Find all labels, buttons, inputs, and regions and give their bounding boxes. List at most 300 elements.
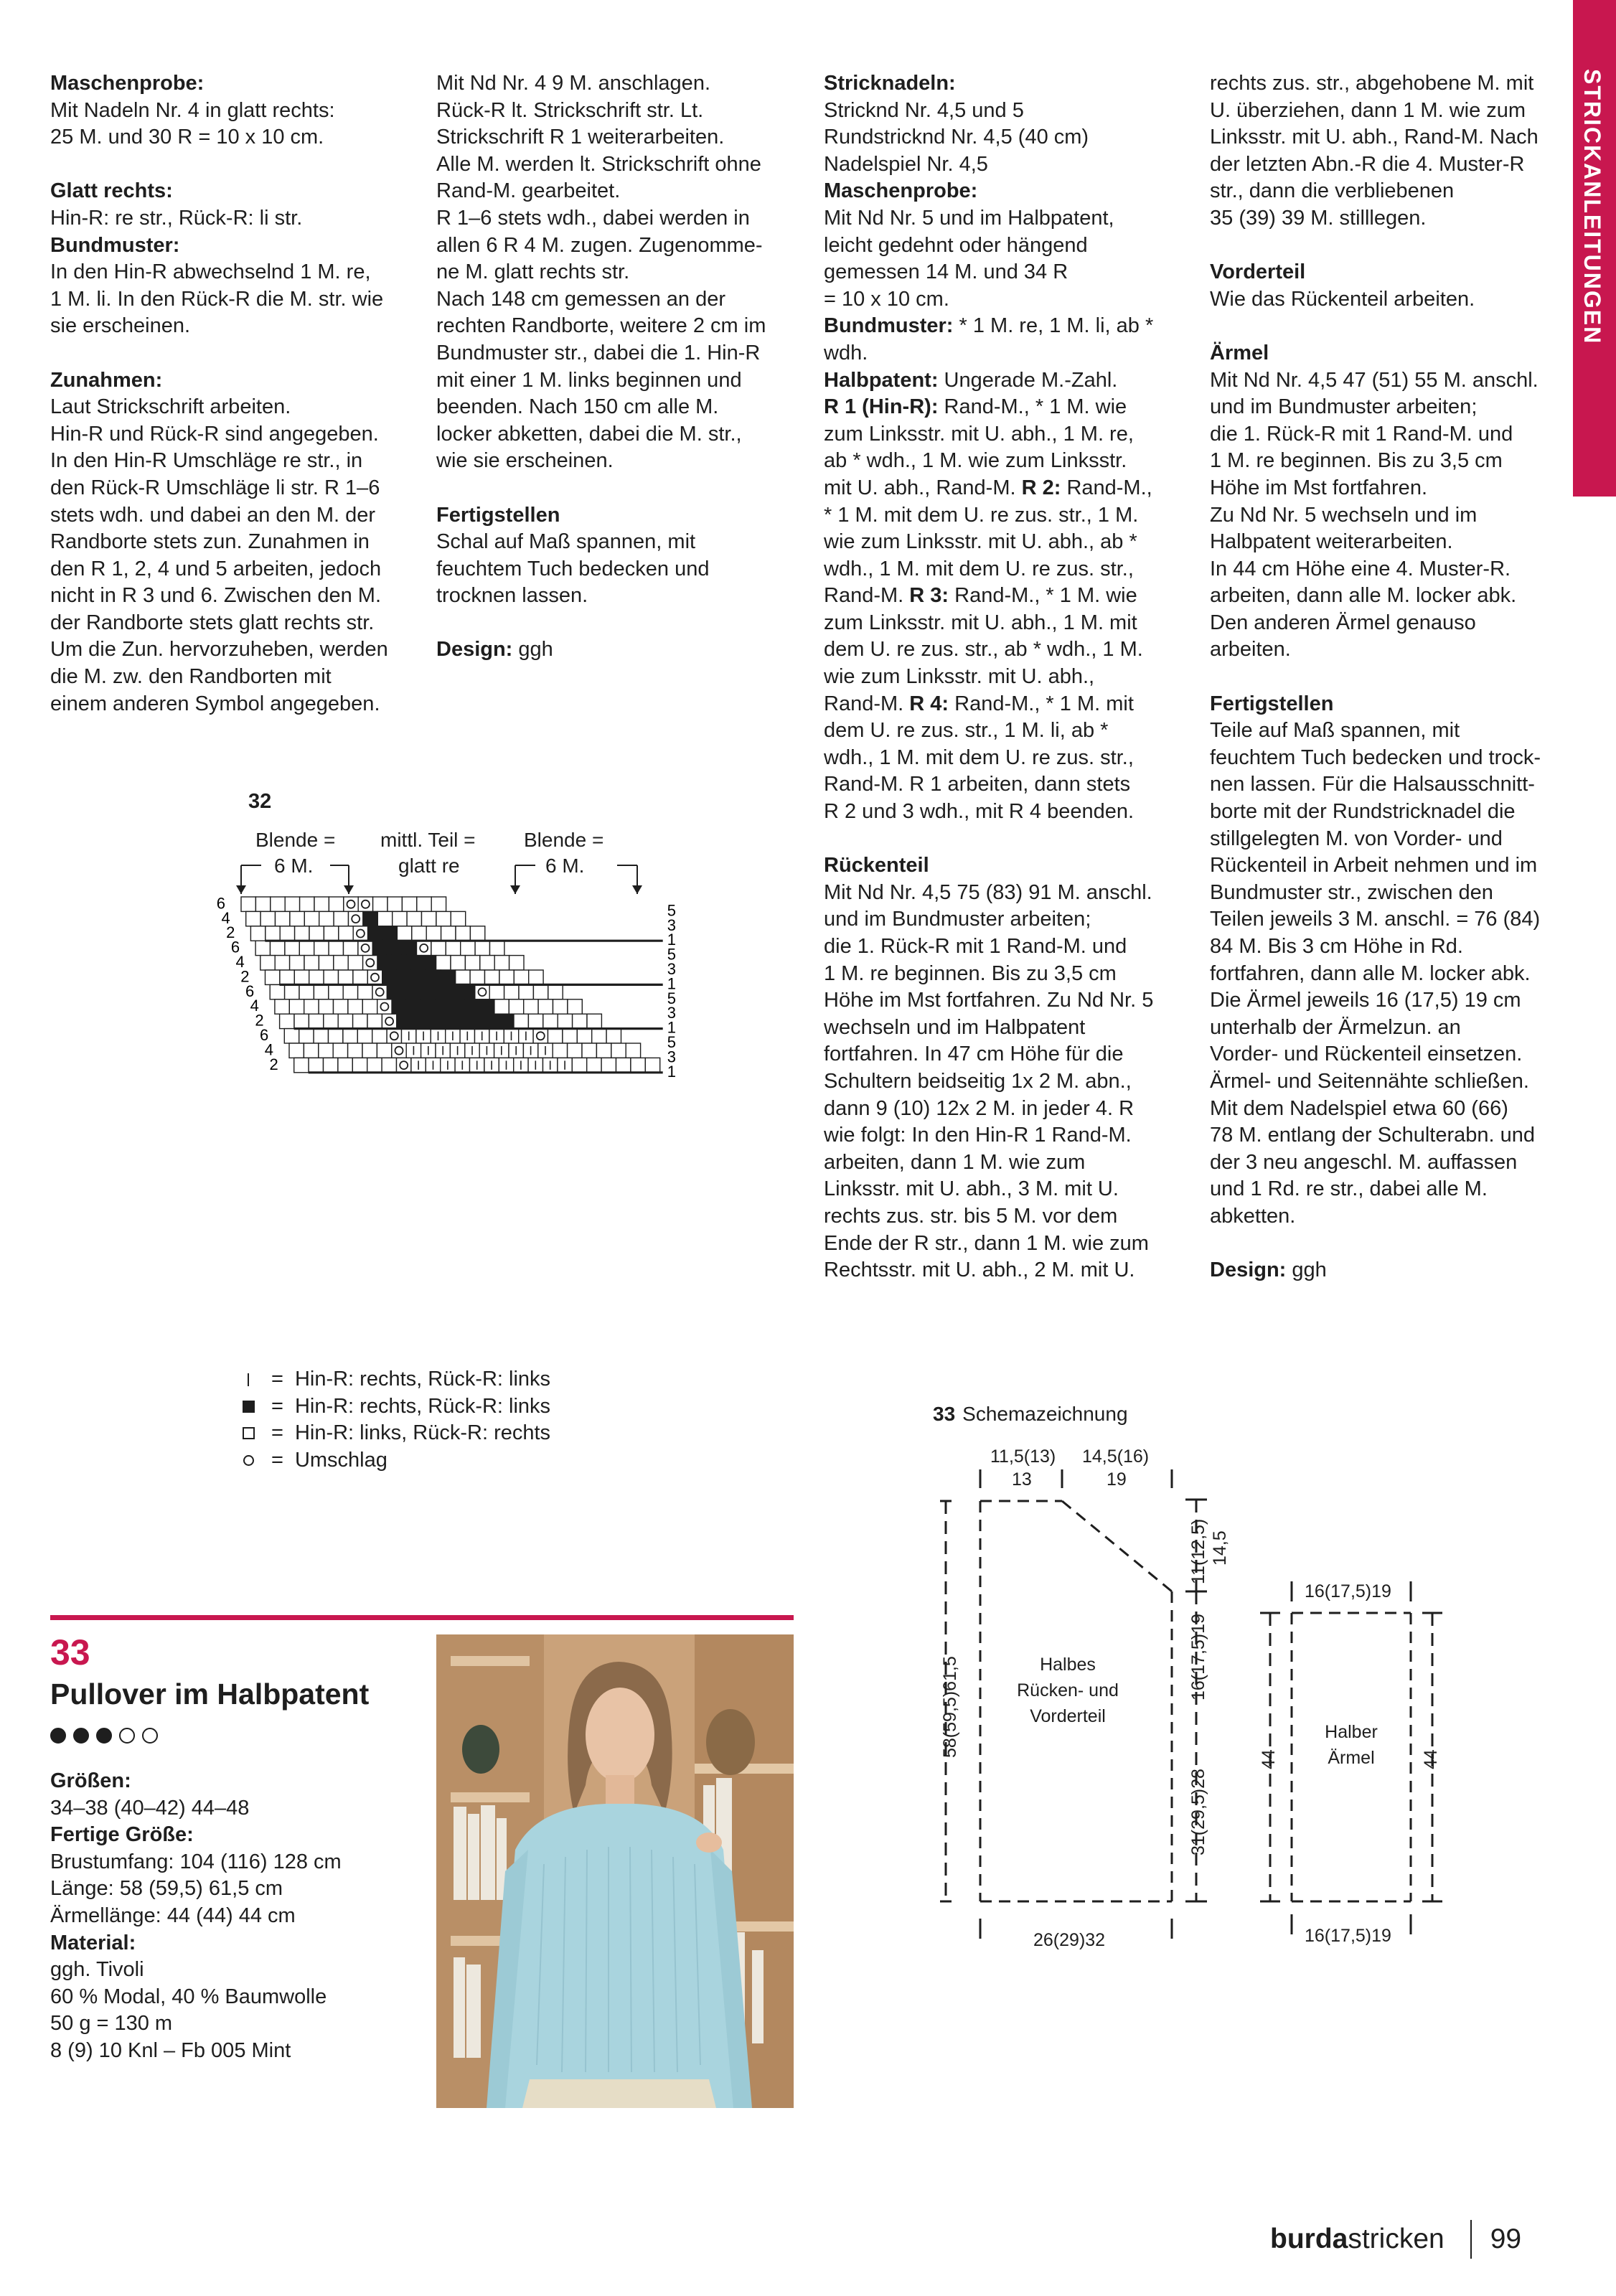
chart-cell-empty bbox=[276, 911, 290, 926]
text-line bbox=[1210, 1015, 1576, 1042]
schema-top-left-1: 11,5(13) bbox=[990, 1446, 1056, 1467]
regular-text: wdh., 1 M. mit dem U. re zus. str., bbox=[824, 745, 1134, 769]
chart-cell-empty bbox=[343, 1029, 357, 1043]
chart-cell-circle bbox=[533, 1029, 548, 1043]
text-line bbox=[824, 421, 1190, 448]
schema-sleeve-left: 44 bbox=[1259, 1749, 1279, 1769]
chart-cell-empty bbox=[499, 970, 514, 984]
regular-text: Nadelspiel Nr. 4,5 bbox=[824, 152, 988, 176]
regular-text: Höhe im Mst fortfahren. Zu Nd Nr. 5 bbox=[824, 989, 1154, 1012]
chart-cell-empty bbox=[334, 911, 348, 926]
chart-row-left: 6 bbox=[260, 1026, 269, 1044]
text-line bbox=[1210, 178, 1576, 205]
regular-text: 78 M. entlang der Schulterabn. und bbox=[1210, 1124, 1536, 1147]
chart-cell-circle bbox=[344, 897, 358, 911]
legend-text: Hin-R: rechts, Rück-R: links bbox=[294, 1394, 551, 1418]
regular-text: den Rück-R Umschläge li str. R 1–6 bbox=[50, 476, 380, 499]
info-line bbox=[50, 1768, 423, 1795]
chart-cell-empty bbox=[284, 1029, 299, 1043]
regular-text: dann 9 (10) 12x 2 M. in jeder 4. R bbox=[824, 1096, 1135, 1120]
schema-title-text: Schemazeichnung bbox=[962, 1403, 1128, 1425]
chart-cell-empty bbox=[309, 1058, 323, 1072]
regular-text: str., dann die verbliebenen bbox=[1210, 179, 1455, 203]
regular-text: den R 1, 2, 4 und 5 arbeiten, jedoch bbox=[50, 557, 382, 580]
chart-cell-empty bbox=[465, 956, 479, 970]
regular-text: feuchtem Tuch bedecken und trock- bbox=[1210, 745, 1541, 769]
chart-cell-filled bbox=[397, 970, 411, 984]
info-value: Ärmellänge: 44 (44) 44 cm bbox=[50, 1904, 296, 1927]
text-line bbox=[824, 745, 1190, 772]
text-line bbox=[50, 556, 409, 583]
text-line bbox=[50, 313, 409, 340]
text-line bbox=[824, 852, 1190, 880]
difficulty-dot-empty bbox=[119, 1728, 135, 1744]
text-line bbox=[50, 610, 409, 637]
text-line bbox=[824, 1041, 1190, 1068]
chart-cell-empty bbox=[309, 970, 324, 984]
text-line bbox=[436, 448, 795, 475]
text-line bbox=[824, 880, 1190, 907]
chart-cell-empty bbox=[573, 1014, 587, 1028]
text-line bbox=[1210, 421, 1576, 448]
text-line bbox=[436, 151, 795, 179]
paragraph-gap bbox=[50, 151, 409, 179]
text-line bbox=[50, 286, 409, 314]
regular-text: Zu Nd Nr. 5 wechseln und im bbox=[1210, 503, 1478, 527]
schema-sleeve-bottom: 16(17,5)19 bbox=[1305, 1926, 1391, 1946]
paragraph-gap bbox=[824, 826, 1190, 853]
chart-cell-empty bbox=[285, 984, 299, 999]
text-line bbox=[1210, 636, 1576, 664]
chart-cell-empty bbox=[543, 1014, 558, 1028]
chart-cell-circle bbox=[377, 999, 392, 1014]
chart-cell-empty bbox=[412, 926, 426, 941]
bold-text: Bundmuster: bbox=[824, 314, 954, 338]
regular-text: locker abketten, dabei die M. str., bbox=[436, 422, 742, 446]
regular-text: stillgelegten M. von Vorder- und bbox=[1210, 827, 1503, 850]
text-line bbox=[824, 394, 1190, 421]
difficulty-dot-empty bbox=[142, 1728, 158, 1744]
bold-text: Rückenteil bbox=[824, 854, 929, 878]
schema-shoulder-height-1: 11(12,5) bbox=[1188, 1518, 1208, 1584]
chart-cell-empty bbox=[352, 1058, 367, 1072]
regular-text: Halbpatent weiterarbeiten. bbox=[1210, 530, 1453, 554]
chart-row-left: 6 bbox=[245, 982, 255, 1000]
chart-cell-empty bbox=[266, 926, 280, 941]
section-tab-label: STRICKANLEITUNGEN bbox=[1579, 69, 1605, 345]
chart-cell-circle bbox=[475, 984, 489, 999]
paragraph-gap bbox=[1210, 232, 1576, 260]
chart-row-right: 5 bbox=[667, 989, 676, 1007]
paragraph-gap bbox=[436, 610, 795, 637]
regular-text: zum Linksstr. mit U. abh., 1 M. mit bbox=[824, 611, 1137, 634]
info-line bbox=[50, 1876, 423, 1903]
chart-cell-empty bbox=[514, 970, 528, 984]
chart-cell-empty bbox=[431, 941, 446, 955]
chart-cell-empty bbox=[260, 956, 275, 970]
chart-row-left: 4 bbox=[250, 997, 259, 1015]
text-line bbox=[1210, 124, 1576, 151]
chart-cell-filled bbox=[377, 956, 392, 970]
chart-row-right: 3 bbox=[667, 1004, 676, 1022]
info-line bbox=[50, 1984, 423, 2011]
text-line bbox=[1210, 205, 1576, 232]
chart-cell-empty bbox=[626, 1043, 640, 1058]
chart-row-left: 4 bbox=[235, 953, 245, 971]
chart-cell-empty bbox=[348, 999, 362, 1014]
chart-row-right: 5 bbox=[667, 901, 676, 920]
info-value: 8 (9) 10 Knl – Fb 005 Mint bbox=[50, 2038, 291, 2062]
chart-cell-empty bbox=[294, 1058, 309, 1072]
bold-text: Maschenprobe: bbox=[824, 179, 978, 203]
paragraph-gap bbox=[1210, 664, 1576, 691]
regular-text: Rand-M. gearbeitet. bbox=[436, 179, 621, 203]
chart-cell-circle bbox=[349, 911, 363, 926]
chart-cell-empty bbox=[295, 926, 309, 941]
legend-equals: = bbox=[271, 1394, 283, 1418]
chart-cell-circle bbox=[363, 956, 377, 970]
regular-text: die M. zw. den Randborten mit bbox=[50, 665, 332, 689]
regular-text: Ungerade M.-Zahl. bbox=[938, 368, 1118, 392]
chart-cell-empty bbox=[372, 1029, 387, 1043]
regular-text: Strickschrift R 1 weiterarbeiten. bbox=[436, 126, 725, 149]
chart-cell-empty bbox=[271, 897, 285, 911]
text-line bbox=[1210, 799, 1576, 826]
chart-cell-filled bbox=[426, 1014, 441, 1028]
text-line bbox=[50, 502, 409, 530]
regular-text: der letzten Abn.-R die 4. Muster-R bbox=[1210, 152, 1525, 176]
chart-cell-empty bbox=[533, 984, 548, 999]
chart-label-mid-2: glatt re bbox=[398, 855, 460, 877]
regular-text: Laut Strickschrift arbeiten. bbox=[50, 395, 291, 419]
chart-cell-filled bbox=[499, 1014, 514, 1028]
text-line bbox=[50, 178, 409, 205]
chart-cell-filled bbox=[416, 984, 431, 999]
text-line bbox=[1210, 880, 1576, 907]
chart-cell-filled bbox=[421, 999, 436, 1014]
text-line bbox=[824, 98, 1190, 125]
regular-text: Höhe im Mst fortfahren. bbox=[1210, 476, 1427, 499]
chart-cell-empty bbox=[304, 1043, 318, 1058]
text-line bbox=[1210, 367, 1576, 395]
chart-row-right: 3 bbox=[667, 916, 676, 934]
text-line bbox=[1210, 475, 1576, 502]
chart-cell-empty bbox=[329, 897, 343, 911]
chart-cell-empty bbox=[280, 970, 294, 984]
regular-text: Mit Nd Nr. 4,5 47 (51) 55 M. anschl. bbox=[1210, 368, 1539, 392]
schema-number: 33 bbox=[933, 1403, 956, 1425]
regular-text: einem anderen Symbol angegeben. bbox=[50, 692, 380, 715]
chart-cell-empty bbox=[402, 897, 416, 911]
chart-cell-empty bbox=[587, 1014, 601, 1028]
info-value: 50 g = 130 m bbox=[50, 2012, 173, 2036]
chart-row-left: 6 bbox=[216, 894, 225, 913]
chart-cell-empty bbox=[290, 911, 304, 926]
chart-arrow-head bbox=[344, 885, 354, 894]
chart-cell-empty bbox=[446, 941, 460, 955]
regular-text: Rand-M. bbox=[824, 692, 910, 715]
chart-legend bbox=[241, 1366, 550, 1474]
chart-cell-empty bbox=[377, 1043, 391, 1058]
text-line bbox=[824, 987, 1190, 1015]
text-line bbox=[824, 610, 1190, 637]
chart-cell-empty bbox=[475, 941, 489, 955]
regular-text: sie erscheinen. bbox=[50, 314, 191, 338]
info-line bbox=[50, 1957, 423, 1984]
regular-text: 1 M. li. In den Rück-R die M. str. wie bbox=[50, 287, 384, 311]
regular-text: Ärmel- und Seitennähte schließen. bbox=[1210, 1069, 1529, 1093]
regular-text: 25 M. und 30 R = 10 x 10 cm. bbox=[50, 126, 324, 149]
bold-text: Ärmel bbox=[1210, 341, 1269, 364]
chart-cell-empty bbox=[324, 926, 338, 941]
chart-cell-empty bbox=[587, 1058, 601, 1072]
text-line bbox=[824, 475, 1190, 502]
schema-total-height: 58(59,5)61,5 bbox=[940, 1656, 960, 1758]
chart-cell-circle bbox=[397, 1058, 411, 1072]
text-line bbox=[824, 771, 1190, 799]
chart-cell-empty bbox=[538, 999, 553, 1014]
text-line bbox=[436, 232, 795, 260]
regular-text: Ende der R str., dann 1 M. wie zum bbox=[824, 1231, 1149, 1255]
legend-item bbox=[241, 1447, 550, 1474]
regular-text: Teile auf Maß spannen, mit bbox=[1210, 719, 1460, 743]
regular-text: fortfahren. In 47 cm Höhe für die bbox=[824, 1043, 1124, 1066]
regular-text: stets wdh. und dabei an den M. der bbox=[50, 503, 376, 527]
chart-cell-empty bbox=[319, 956, 333, 970]
text-column-1 bbox=[50, 70, 409, 718]
chart-cell-empty bbox=[387, 897, 402, 911]
chart-cell-circle bbox=[382, 1014, 396, 1028]
chart-cell-empty bbox=[314, 1029, 328, 1043]
chart-cell-empty bbox=[489, 984, 504, 999]
chart-cell-empty bbox=[285, 941, 299, 955]
chart-cell-empty bbox=[255, 941, 270, 955]
bold-text: Maschenprobe: bbox=[50, 72, 205, 95]
chart-row-right: 3 bbox=[667, 960, 676, 978]
chart-cell-empty bbox=[339, 926, 353, 941]
chart-cell-empty bbox=[568, 1043, 582, 1058]
regular-text: Den anderen Ärmel genauso bbox=[1210, 611, 1476, 634]
chart-label-right-1: Blende = bbox=[524, 829, 604, 851]
text-line bbox=[824, 259, 1190, 286]
text-line bbox=[824, 636, 1190, 664]
text-line bbox=[824, 313, 1190, 340]
info-line bbox=[50, 1822, 423, 1849]
regular-text: feuchtem Tuch bedecken und bbox=[436, 557, 710, 580]
chart-cell-empty bbox=[577, 1029, 591, 1043]
bold-text: R 3: bbox=[909, 584, 949, 608]
chart-cell-empty bbox=[367, 1058, 382, 1072]
chart-cell-empty bbox=[338, 1014, 352, 1028]
chart-cell-filled bbox=[441, 1014, 455, 1028]
brand-regular: stricken bbox=[1348, 2224, 1444, 2254]
regular-text: ab * wdh., 1 M. wie zum Linksstr. bbox=[824, 449, 1127, 473]
chart-cell-empty bbox=[333, 1043, 347, 1058]
project-info bbox=[50, 1768, 423, 2065]
chart-cell-empty bbox=[294, 970, 309, 984]
chart-cell-empty bbox=[456, 970, 470, 984]
bold-text: Glatt rechts: bbox=[50, 179, 173, 203]
regular-text: Alle M. werden lt. Strickschrift ohne bbox=[436, 152, 761, 176]
chart-cell-empty bbox=[568, 999, 582, 1014]
chart-cell-empty bbox=[339, 970, 353, 984]
schema-shoulder-height-2: 14,5 bbox=[1210, 1530, 1230, 1566]
text-line bbox=[824, 340, 1190, 367]
text-line bbox=[824, 933, 1190, 961]
regular-text: wdh., 1 M. mit dem U. re zus. str., bbox=[824, 557, 1134, 580]
chart-cell-empty bbox=[289, 999, 304, 1014]
chart-cell-filled bbox=[436, 999, 450, 1014]
section-divider bbox=[50, 1615, 794, 1620]
regular-text: wdh. bbox=[824, 341, 868, 364]
regular-text: Um die Zun. hervorzuheben, werden bbox=[50, 638, 388, 662]
chart-cell-filled bbox=[484, 1014, 499, 1028]
chart-cell-empty bbox=[470, 926, 484, 941]
regular-text: Nach 148 cm gemessen an der bbox=[436, 287, 725, 311]
chart-row-right: 1 bbox=[667, 931, 676, 949]
text-line bbox=[1210, 933, 1576, 961]
chart-cell-empty bbox=[319, 1043, 333, 1058]
regular-text: dem U. re zus. str., ab * wdh., 1 M. bbox=[824, 638, 1143, 662]
text-line bbox=[824, 1015, 1190, 1042]
chart-cell-filled bbox=[363, 911, 377, 926]
paragraph-gap bbox=[1210, 313, 1576, 340]
text-line bbox=[824, 799, 1190, 826]
difficulty-dot-filled bbox=[73, 1728, 89, 1744]
text-line bbox=[1210, 1068, 1576, 1096]
chart-cell-empty bbox=[393, 911, 407, 926]
regular-text: die 1. Rück-R mit 1 Rand-M. und bbox=[1210, 422, 1513, 446]
text-line bbox=[1210, 1257, 1576, 1284]
text-line bbox=[1210, 394, 1576, 421]
regular-text: nen lassen. Für die Halsausschnitt- bbox=[1210, 773, 1535, 796]
chart-cell-circle bbox=[392, 1043, 406, 1058]
chart-cell-empty bbox=[553, 999, 568, 1014]
regular-text: Linksstr. mit U. abh., 3 M. mit U. bbox=[824, 1177, 1119, 1201]
chart-cell-empty bbox=[314, 984, 328, 999]
text-line bbox=[824, 1203, 1190, 1231]
chart-cell-empty bbox=[397, 926, 411, 941]
text-line bbox=[50, 124, 409, 151]
regular-text: rechts zus. str. bis 5 M. vor dem bbox=[824, 1204, 1118, 1228]
chart-cell-empty bbox=[504, 984, 519, 999]
info-line bbox=[50, 2010, 423, 2038]
chart-cell-filled bbox=[455, 1014, 469, 1028]
legend-equals: = bbox=[271, 1368, 283, 1391]
text-line bbox=[436, 205, 795, 232]
schema-top-left-2: 13 bbox=[1012, 1469, 1032, 1490]
text-line bbox=[50, 70, 409, 98]
chart-cell-empty bbox=[338, 1058, 352, 1072]
chart-cell-empty bbox=[309, 1014, 323, 1028]
chart-cell-empty bbox=[334, 999, 348, 1014]
difficulty-dot-filled bbox=[96, 1728, 112, 1744]
text-line bbox=[436, 556, 795, 583]
project-number: 33 bbox=[50, 1632, 90, 1672]
regular-text: und im Bundmuster arbeiten; bbox=[1210, 395, 1478, 419]
text-line bbox=[824, 448, 1190, 475]
text-line bbox=[824, 1257, 1190, 1284]
text-line bbox=[50, 691, 409, 718]
chart-cell-filled bbox=[411, 1014, 426, 1028]
chart-cell-empty bbox=[294, 1014, 309, 1028]
regular-text: Schultern beidseitig 1x 2 M. abn., bbox=[824, 1069, 1132, 1093]
text-line bbox=[1210, 340, 1576, 367]
schematic-drawing bbox=[926, 1399, 1485, 1966]
text-line bbox=[824, 1176, 1190, 1203]
legend-symbol-filled bbox=[241, 1401, 255, 1413]
chart-cell-empty bbox=[451, 956, 465, 970]
chart-cell-filled bbox=[451, 999, 465, 1014]
chart-cell-empty bbox=[631, 1058, 645, 1072]
chart-cell-empty bbox=[601, 1058, 616, 1072]
text-line bbox=[824, 1231, 1190, 1258]
schema-bottom-width: 26(29)32 bbox=[1033, 1930, 1106, 1950]
regular-text: fortfahren, dann alle M. locker abk. bbox=[1210, 961, 1531, 985]
chart-cell-empty bbox=[357, 1029, 372, 1043]
chart-cell-empty bbox=[470, 970, 484, 984]
chart-cell-empty bbox=[324, 1014, 338, 1028]
regular-text: U. überziehen, dann 1 M. wie zum bbox=[1210, 98, 1526, 122]
paragraph-gap bbox=[436, 475, 795, 502]
chart-cell-empty bbox=[329, 984, 343, 999]
chart-cell-empty bbox=[596, 1043, 611, 1058]
chart-cell-filled bbox=[372, 941, 387, 955]
regular-text: nicht in R 3 und 6. Zwischen den M. bbox=[50, 584, 382, 608]
regular-text: wie folgt: In den Hin-R 1 Rand-M. bbox=[824, 1124, 1132, 1147]
chart-cell-filled bbox=[402, 941, 416, 955]
regular-text: 1 M. re beginnen. Bis zu 3,5 cm bbox=[1210, 449, 1503, 473]
schema-body-label-3: Vorderteil bbox=[1030, 1706, 1106, 1726]
regular-text: und im Bundmuster arbeiten; bbox=[824, 908, 1091, 931]
text-line bbox=[1210, 1096, 1576, 1123]
chart-cell-empty bbox=[255, 897, 270, 911]
bold-text: Stricknadeln: bbox=[824, 72, 956, 95]
info-line bbox=[50, 1849, 423, 1876]
chart-cell-empty bbox=[353, 1014, 367, 1028]
regular-text: Mit Nd Nr. 4,5 75 (83) 91 M. anschl. bbox=[824, 880, 1152, 904]
chart-cell-empty bbox=[280, 926, 294, 941]
chart-cell-circle bbox=[417, 941, 431, 955]
regular-text: borte mit der Rundstricknadel die bbox=[1210, 800, 1516, 824]
chart-row-left: 4 bbox=[264, 1040, 273, 1059]
schema-sleeve-right: 44 bbox=[1421, 1749, 1441, 1769]
text-line bbox=[824, 664, 1190, 691]
chart-cell-circle bbox=[353, 926, 367, 941]
regular-text: wie zum Linksstr. mit U. abh., ab * bbox=[824, 530, 1137, 554]
chart-cell-empty bbox=[480, 956, 494, 970]
chart-cell-empty bbox=[362, 999, 377, 1014]
regular-text: Mit dem Nadelspiel etwa 60 (66) bbox=[1210, 1096, 1508, 1120]
text-line bbox=[1210, 259, 1576, 286]
text-line bbox=[436, 259, 795, 286]
chart-cell-empty bbox=[509, 956, 524, 970]
product-photo bbox=[436, 1634, 794, 2108]
regular-text: mit U. abh., Rand-M. bbox=[824, 476, 1022, 499]
chart-row-right: 1 bbox=[667, 1062, 676, 1081]
regular-text: Schal auf Maß spannen, mit bbox=[436, 530, 696, 554]
regular-text: Hin-R: re str., Rück-R: li str. bbox=[50, 206, 303, 230]
info-line bbox=[50, 1930, 423, 1957]
regular-text: Rand-M. bbox=[824, 584, 910, 608]
legend-symbol-bar bbox=[241, 1373, 255, 1386]
chart-cell-empty bbox=[456, 926, 470, 941]
difficulty-dot-filled bbox=[50, 1728, 66, 1744]
text-line bbox=[1210, 1203, 1576, 1231]
chart-cell-filled bbox=[412, 970, 426, 984]
text-line bbox=[824, 529, 1190, 556]
text-line bbox=[436, 583, 795, 610]
